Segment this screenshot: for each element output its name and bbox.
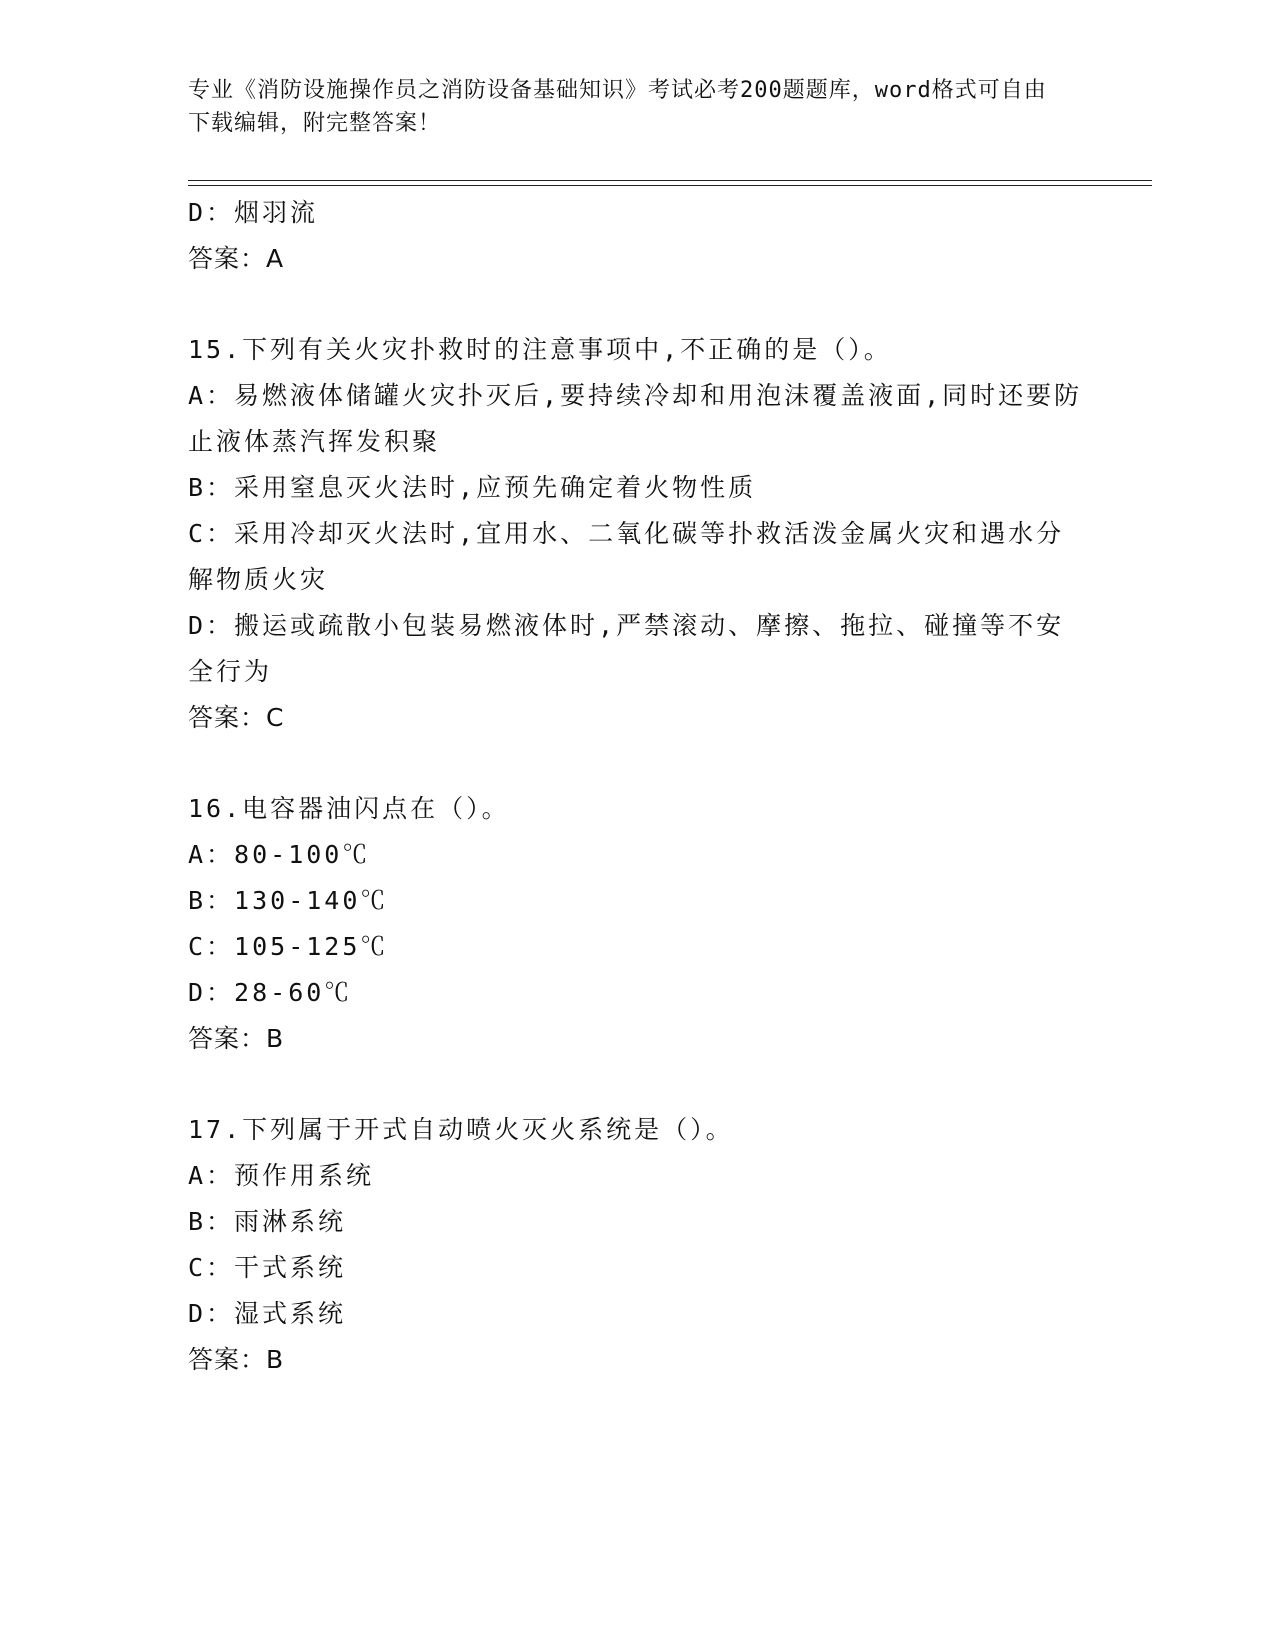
option-c: C：105-125℃ [188,932,389,961]
header-title: 专业《消防设施操作员之消防设备基础知识》考试必考200题题库，word格式可自由下载编辑，附完整答案！ [188,78,1047,136]
prev-question-option-d: D：烟羽流 [188,198,319,227]
option-c: C：干式系统 [188,1253,347,1282]
option-b: B：采用窒息灭火法时,应预先确定着火物性质 [188,473,757,502]
answer: 答案：B [188,1024,285,1053]
option-a: A：易燃液体储罐火灾扑灭后,要持续冷却和用泡沫覆盖液面,同时还要防止液体蒸汽挥发积聚 [188,381,1083,456]
option-a: A：预作用系统 [188,1161,375,1190]
document-body [188,190,1088,1383]
answer: 答案：C [188,703,285,732]
question-17 [188,1107,1088,1383]
header-divider [188,180,1152,186]
option-b: B：雨淋系统 [188,1207,347,1236]
option-d: D：28-60℃ [188,978,353,1007]
question-stem: 15.下列有关火灾扑救时的注意事项中,不正确的是（）。 [188,335,892,364]
prev-question-answer: 答案：A [188,244,285,273]
spacer [188,741,1088,786]
option-d: D：湿式系统 [188,1299,347,1328]
answer: 答案：B [188,1345,285,1374]
question-16 [188,786,1088,1062]
option-d: D：搬运或疏散小包装易燃液体时,严禁滚动、摩擦、拖拉、碰撞等不安全行为 [188,611,1065,686]
spacer [188,282,1088,327]
option-c: C：采用冷却灭火法时,宜用水、二氧化碳等扑救活泼金属火灾和遇水分解物质火灾 [188,519,1065,594]
spacer [188,1062,1088,1107]
question-stem: 16.电容器油闪点在（）。 [188,794,510,823]
page-header [188,74,1068,140]
option-b: B：130-140℃ [188,886,389,915]
question-15 [188,327,1088,741]
option-a: A：80-100℃ [188,840,371,869]
question-stem: 17.下列属于开式自动喷火灭火系统是（）。 [188,1115,734,1144]
